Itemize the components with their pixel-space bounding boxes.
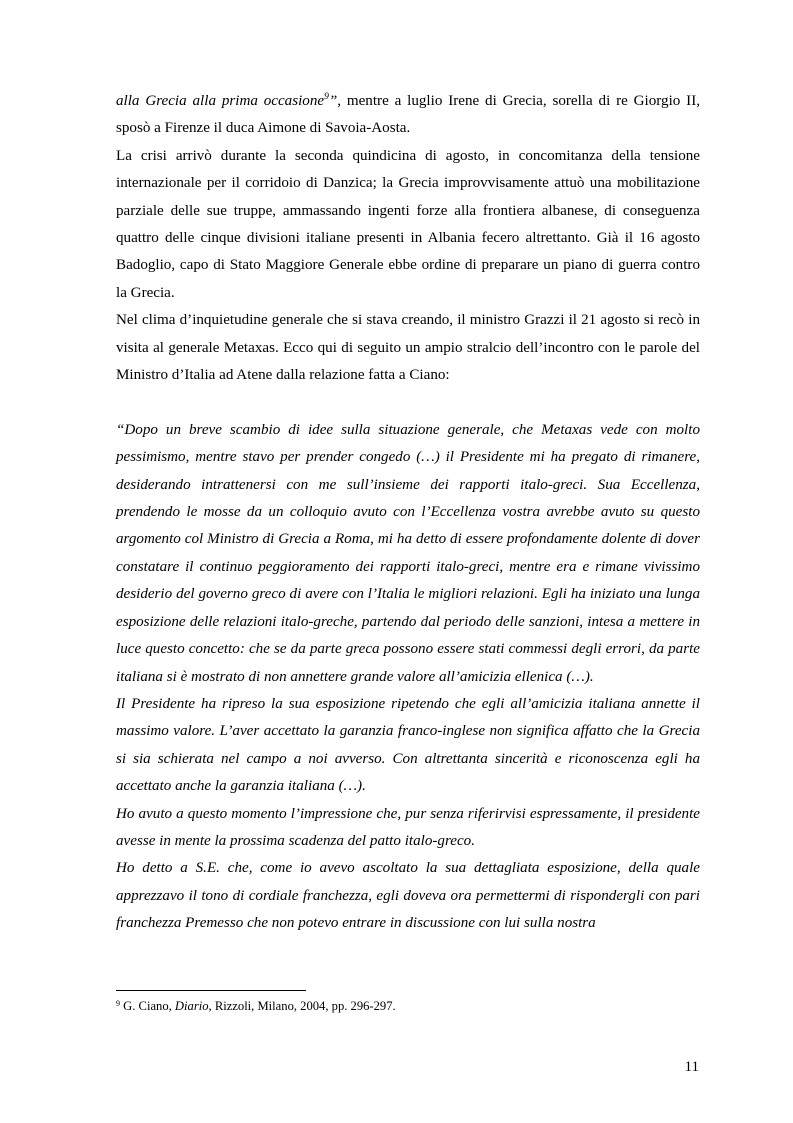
paragraph-1	[116, 88, 700, 143]
paragraph-1-italic-tail: ”	[328, 93, 338, 109]
footnote-title: Diario	[174, 999, 209, 1013]
page-body	[116, 88, 700, 938]
quote-paragraph-1: “Dopo un breve scambio di idee sulla situazione generale, che Metaxas vede con molto pessimismo, mentre stavo per prender congedo (…) il Presidente mi ha pregato di rimanere, desiderando intrattenersi con me sull’insieme dei rapporti italo-greci. Sua Eccellenza, prendendo le mosse da un colloquio avuto con l’Eccellenza vostra avrebbe avuto su questo argomento col Ministro di Grecia a Roma, mi ha detto di essere profondamente dolente di dover constatare il continuo peggioramento dei rapporti italo-greci, mentre era e rimane vivissimo desiderio del governo greco di avere con l’Italia le migliori relazioni. Egli ha iniziato una lunga esposizione delle relazioni italo-greche, partendo dal periodo delle sanzioni, intesa a mettere in luce questo concetto: che se da parte greca possono essere stati commessi degli errori, da parte italiana si è mostrato di non annettere grande valore all’amicizia ellenica (…).	[116, 421, 700, 685]
quote-paragraph-2: Il Presidente ha ripreso la sua esposizione ripetendo che egli all’amicizia italiana annette il massimo valore. L’aver accettato la garanzia franco-inglese non significa affatto che la Grecia si sia schierata nel campo a noi avverso. Con altrettanta sincerità e riconoscenza egli ha accettato anche la garanzia italiana (…).	[116, 695, 700, 795]
footnote-text-after: , Rizzoli, Milano, 2004, pp. 296-297.	[208, 999, 396, 1013]
footnote-9	[116, 998, 700, 1015]
paragraph-1-italic-lead: alla Grecia alla prima occasione	[116, 93, 325, 109]
quote-paragraph-4: Ho detto a S.E. che, come io avevo ascoltato la sua dettagliata esposizione, della quale apprezzavo il tono di cordiale franchezza, egli doveva ora permettermi di rispondergli con pari franchezza Premesso che non potevo entrare in discussione con lui sulla nostra	[116, 860, 700, 932]
paragraph-1-text: , mentre a luglio Irene di Grecia, sorella di re Giorgio II, sposò a Firenze il duca Aimone di Savoia-Aosta.	[116, 93, 701, 137]
paragraph-spacer	[116, 389, 700, 416]
quote-paragraph-3: Ho avuto a questo momento l’impressione che, pur senza riferirvisi espressamente, il presidente avesse in mente la prossima scadenza del patto italo-greco.	[116, 805, 700, 849]
footnote-reference-9[interactable]: 9	[324, 92, 329, 102]
footnote-text-before: G. Ciano,	[120, 999, 175, 1013]
paragraph-2: La crisi arrivò durante la seconda quindicina di agosto, in concomitanza della tensione internazionale per il corridoio di Danzica; la Grecia improvvisamente attuò una mobilitazione parziale delle sue truppe, ammassando ingenti forze alla frontiera albanese, di conseguenza quattro delle cinque divisioni italiane presenti in Albania fecero altrettanto. Già il 16 agosto Badoglio, capo di Stato Maggiore Generale ebbe ordine di preparare un piano di guerra contro la Grecia.	[116, 147, 700, 301]
footnote-number: 9	[116, 999, 120, 1008]
footnote-divider	[116, 990, 306, 991]
page-number: 11	[684, 1059, 699, 1075]
paragraph-3: Nel clima d’inquietudine generale che si stava creando, il ministro Grazzi il 21 agosto si recò in visita al generale Metaxas. Ecco qui di seguito un ampio stralcio dell’incontro con le parole del Ministro d’Italia ad Atene dalla relazione fatta a Ciano:	[116, 312, 700, 384]
